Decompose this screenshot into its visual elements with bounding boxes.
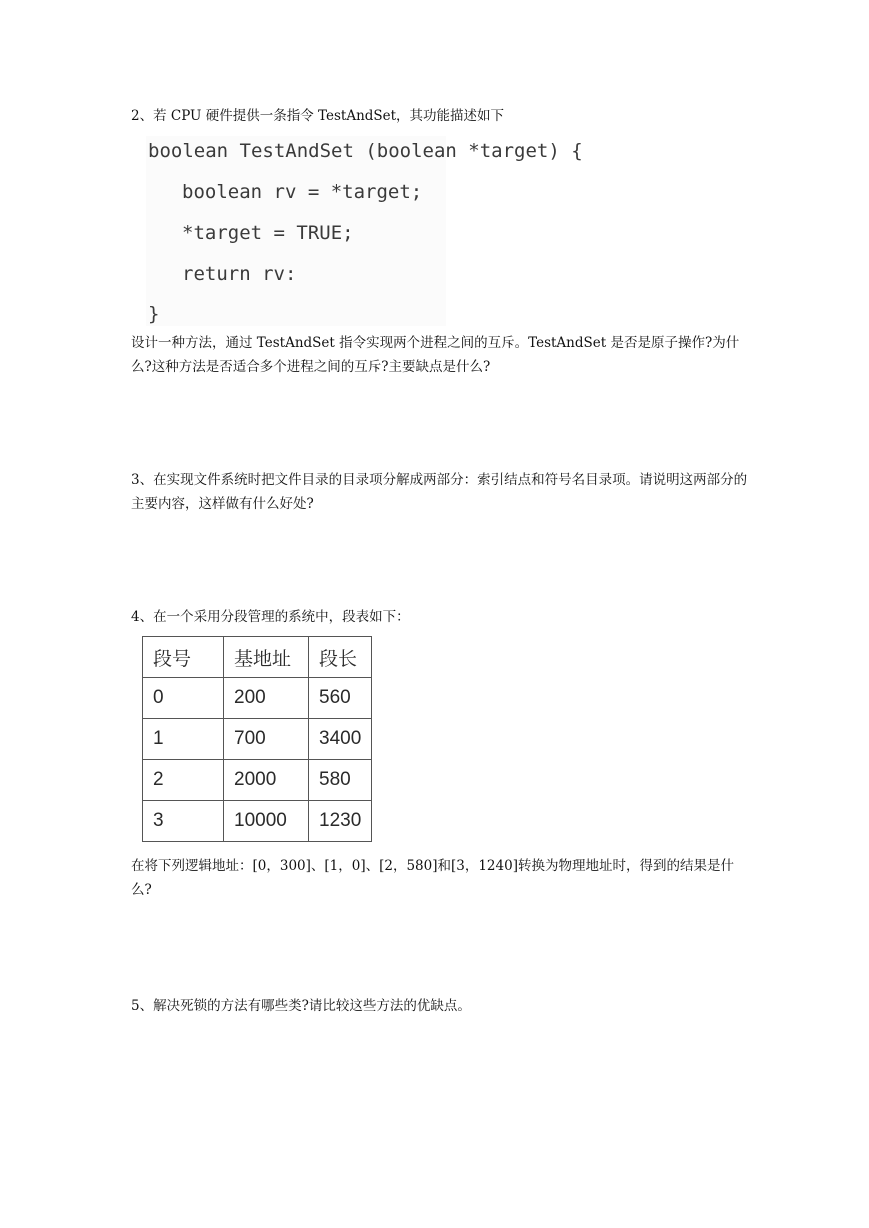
table-cell: 560 xyxy=(309,678,372,719)
table-cell: 580 xyxy=(309,760,372,801)
code-line-1: boolean TestAndSet (boolean *target) { xyxy=(148,140,583,162)
code-line-3: *target = TRUE; xyxy=(182,222,354,244)
table-header-cell: 段长 xyxy=(309,637,372,678)
table-cell: 1230 xyxy=(309,801,372,842)
table-row xyxy=(143,678,372,719)
table-cell: 10000 xyxy=(224,801,309,842)
code-line-4: return rv: xyxy=(182,263,297,285)
table-row xyxy=(143,801,372,842)
table-cell: 3400 xyxy=(309,719,372,760)
table-cell: 700 xyxy=(224,719,309,760)
question-3: 3、在实现文件系统时把文件目录的目录项分解成两部分：索引结点和符号名目录项。请说明这两部分的主要内容，这样做有什么好处? xyxy=(131,472,748,512)
table-cell: 2 xyxy=(143,760,224,801)
code-block-testandset xyxy=(146,136,583,326)
segment-table xyxy=(142,636,372,842)
table-row xyxy=(143,719,372,760)
table-cell: 1 xyxy=(143,719,224,760)
table-cell: 0 xyxy=(143,678,224,719)
table-cell: 3 xyxy=(143,801,224,842)
table-cell: 200 xyxy=(224,678,309,719)
question-2-body: 设计一种方法，通过 TestAndSet 指令实现两个进程之间的互斥。TestAndSet 是否是原子操作?为什么?这种方法是否适合多个进程之间的互斥?主要缺点是什么? xyxy=(131,335,740,375)
code-line-2: boolean rv = *target; xyxy=(182,181,423,203)
table-cell: 2000 xyxy=(224,760,309,801)
table-header-row xyxy=(143,637,372,678)
table-row xyxy=(143,760,372,801)
code-line-5: } xyxy=(148,303,160,325)
table-header-cell: 基地址 xyxy=(224,637,309,678)
question-4-title: 4、在一个采用分段管理的系统中，段表如下： xyxy=(131,609,410,625)
question-4-body: 在将下列逻辑地址：[0，300]、[1，0]、[2，580]和[3，1240]转换为物理地址时，得到的结果是什么? xyxy=(131,858,734,898)
question-2-title: 2、若 CPU 硬件提供一条指令 TestAndSet，其功能描述如下 xyxy=(131,108,505,124)
question-5: 5、解决死锁的方法有哪些类?请比较这些方法的优缺点。 xyxy=(131,998,471,1014)
table-header-cell: 段号 xyxy=(143,637,224,678)
